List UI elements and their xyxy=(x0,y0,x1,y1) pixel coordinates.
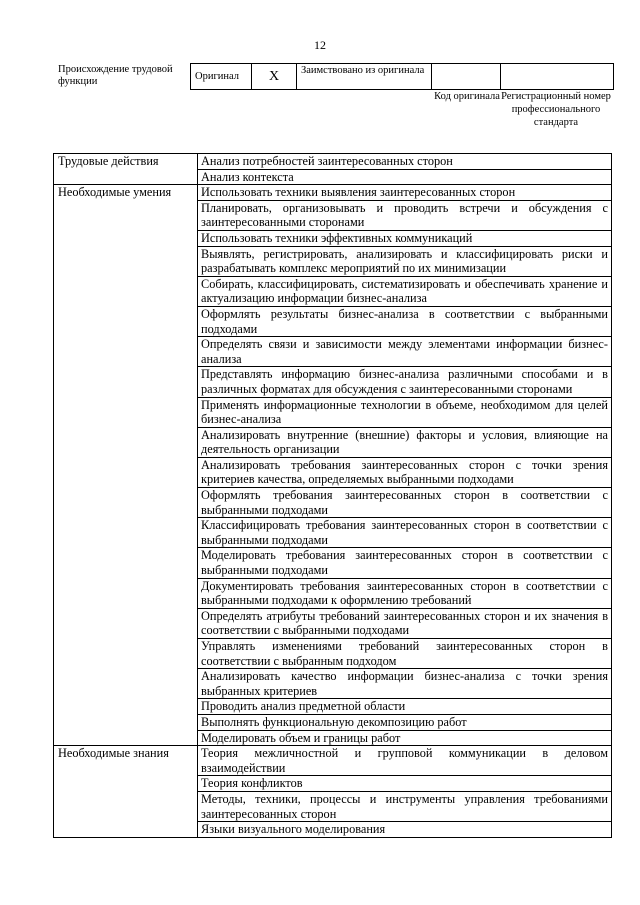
section-item: Документировать требования заинтересованных сторон в соответствии с выбранными подходами к оформлению требований xyxy=(198,578,612,608)
section-item: Определять атрибуты требований заинтересованных сторон и их значения в соответствии с выбранными подходами xyxy=(198,608,612,638)
function-table xyxy=(53,153,612,838)
section-item: Оформлять требования заинтересованных сторон в соответствии с выбранными подходами xyxy=(198,488,612,518)
origin-table xyxy=(190,63,614,90)
section-item: Использовать техники выявления заинтересованных сторон xyxy=(198,185,612,201)
section-item: Анализ потребностей заинтересованных сторон xyxy=(198,154,612,170)
section-item: Использовать техники эффективных коммуникаций xyxy=(198,230,612,246)
section-item: Моделировать объем и границы работ xyxy=(198,730,612,746)
reg-number-cell xyxy=(501,64,614,90)
section-label: Необходимые знания xyxy=(54,746,198,838)
code-caption: Код оригинала xyxy=(434,91,500,102)
section-item: Моделировать требования заинтересованных сторон в соответствии с выбранными подходами xyxy=(198,548,612,578)
section-item: Языки визуального моделирования xyxy=(198,822,612,838)
section-item: Анализировать качество информации бизнес-анализа с точки зрения выбранных критериев xyxy=(198,669,612,699)
table-row xyxy=(54,154,612,170)
section-item: Классифицировать требования заинтересованных сторон в соответствии с выбранными подходами xyxy=(198,518,612,548)
section-item: Теория конфликтов xyxy=(198,776,612,792)
section-item: Анализировать внутренние (внешние) факторы и условия, влияющие на деятельность организации xyxy=(198,427,612,457)
section-label: Необходимые умения xyxy=(54,185,198,746)
page-number: 12 xyxy=(314,38,326,52)
section-item: Теория межличностной и групповой коммуникации в деловом взаимодействии xyxy=(198,746,612,776)
table-row xyxy=(54,746,612,776)
section-item: Выявлять, регистрировать, анализировать и классифицировать риски и разрабатывать комплекс мероприятий по их минимизации xyxy=(198,246,612,276)
reg-number-caption: Регистрационный номер профессионального стандарта xyxy=(501,91,611,128)
table-row xyxy=(54,185,612,201)
origin-label: Происхождение трудовой функции xyxy=(58,64,173,87)
section-item: Оформлять результаты бизнес-анализа в соответствии с выбранными подходами xyxy=(198,306,612,336)
section-item: Анализ контекста xyxy=(198,169,612,185)
section-item: Планировать, организовывать и проводить встречи и обсуждения с заинтересованными сторонами xyxy=(198,200,612,230)
borrowed-cell: Заимствовано из оригинала xyxy=(297,64,432,90)
original-cell: Оригинал xyxy=(191,64,252,90)
section-item: Управлять изменениями требований заинтересованных сторон в соответствии с выбранным подходом xyxy=(198,639,612,669)
code-cell xyxy=(432,64,501,90)
section-item: Проводить анализ предметной области xyxy=(198,699,612,715)
section-label: Трудовые действия xyxy=(54,154,198,185)
section-item: Собирать, классифицировать, систематизировать и обеспечивать хранение и актуализацию информации бизнес-анализа xyxy=(198,276,612,306)
section-item: Анализировать требования заинтересованных сторон с точки зрения критериев качества, определяемых выбранными подходами xyxy=(198,457,612,487)
original-mark: X xyxy=(252,64,297,90)
section-item: Применять информационные технологии в объеме, необходимом для целей бизнес-анализа xyxy=(198,397,612,427)
section-item: Определять связи и зависимости между элементами информации бизнес-анализа xyxy=(198,337,612,367)
section-item: Выполнять функциональную декомпозицию работ xyxy=(198,714,612,730)
section-item: Представлять информацию бизнес-анализа различными способами и в различных форматах для обсуждения с заинтересованными сторонами xyxy=(198,367,612,397)
section-item: Методы, техники, процессы и инструменты управления требованиями заинтересованных сторон xyxy=(198,791,612,821)
